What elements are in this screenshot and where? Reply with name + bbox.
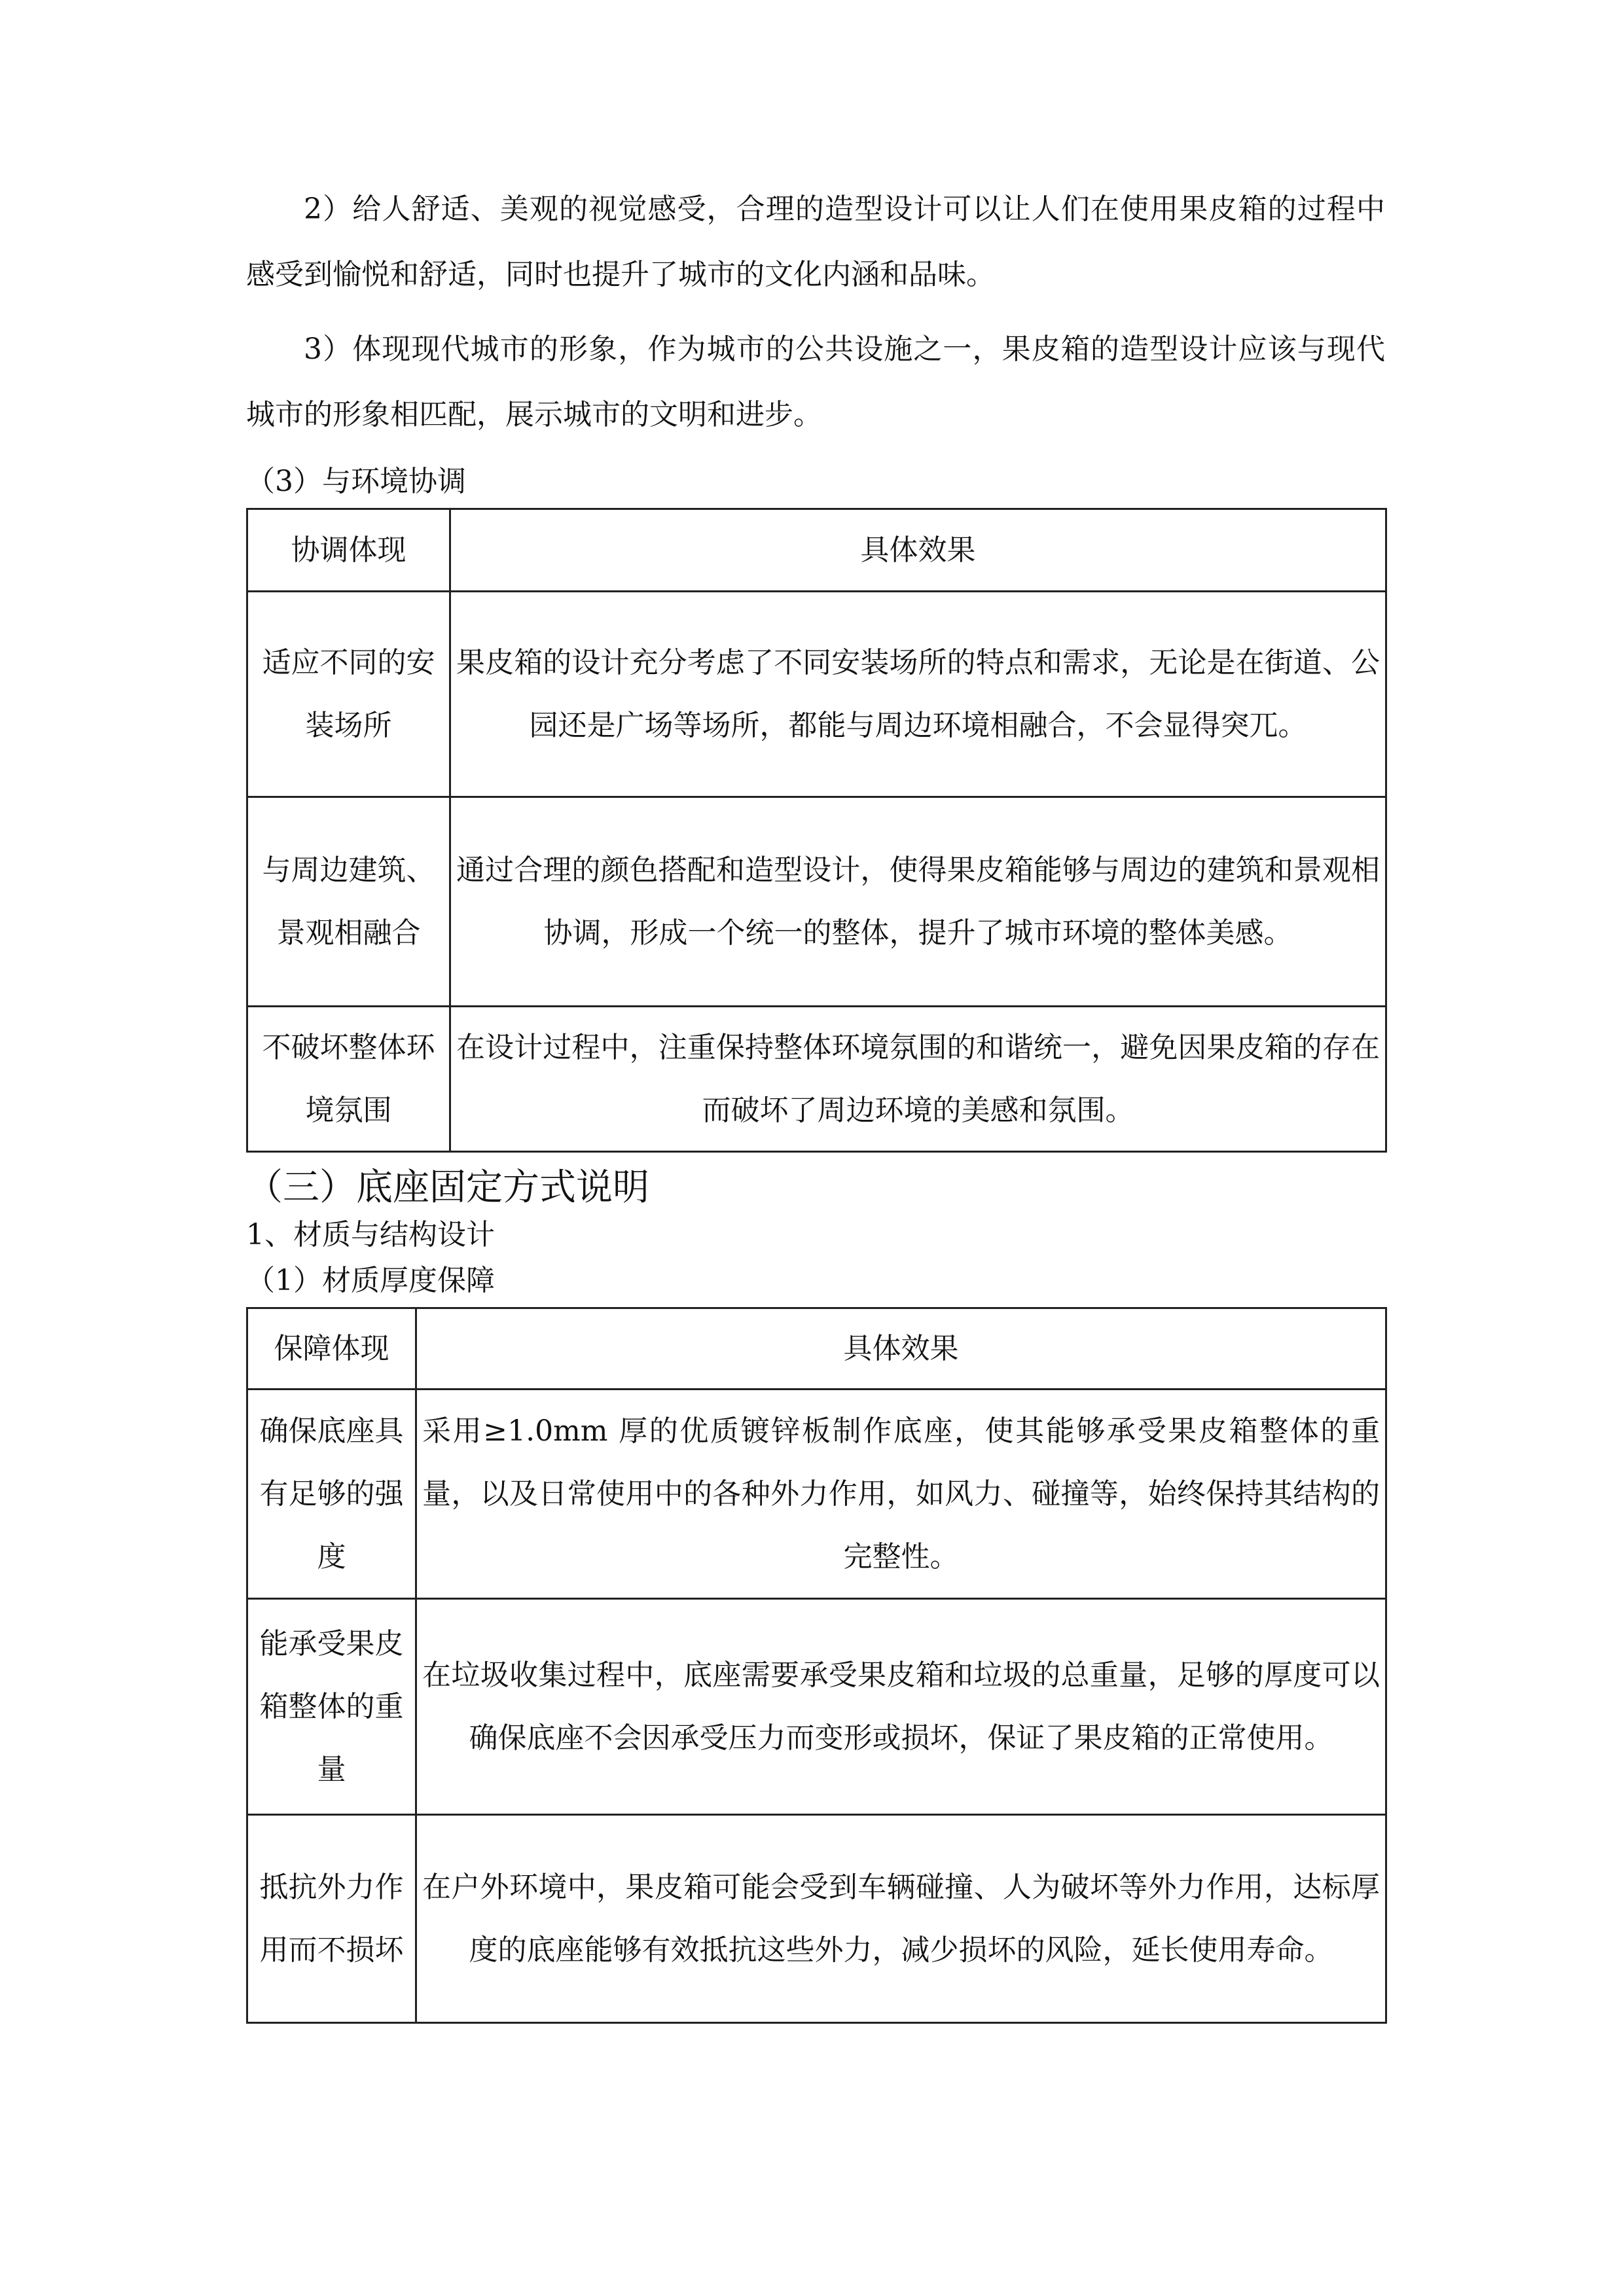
document-page (246, 177, 1385, 2024)
header-cell: 具体效果 (450, 509, 1386, 592)
row-label: 适应不同的安装场所 (247, 592, 450, 797)
row-effect: 在户外环境中，果皮箱可能会受到车辆碰撞、人为破坏等外力作用，达标厚度的底座能够有效抵抗这些外力，减少损坏的风险，延长使用寿命。 (416, 1815, 1386, 2023)
row-label: 与周边建筑、景观相融合 (247, 797, 450, 1007)
environment-table (246, 508, 1387, 1153)
row-effect: 果皮箱的设计充分考虑了不同安装场所的特点和需求，无论是在街道、公园还是广场等场所，都能与周边环境相融合，不会显得突兀。 (450, 592, 1386, 797)
row-effect: 采用≥1.0mm 厚的优质镀锌板制作底座，使其能够承受果皮箱整体的重量，以及日常使用中的各种外力作用，如风力、碰撞等，始终保持其结构的完整性。 (416, 1390, 1386, 1599)
row-label: 不破坏整体环境氛围 (247, 1007, 450, 1152)
row-effect: 在垃圾收集过程中，底座需要承受果皮箱和垃圾的总重量，足够的厚度可以确保底座不会因承受压力而变形或损坏，保证了果皮箱的正常使用。 (416, 1599, 1386, 1815)
heading-thickness: （1）材质厚度保障 (246, 1264, 495, 1297)
section-subtitle: 1、材质与结构设计 (246, 1218, 495, 1251)
table-header-row (247, 509, 1386, 592)
header-cell: 保障体现 (247, 1308, 416, 1390)
heading-environment: （3）与环境协调 (246, 465, 466, 498)
paragraph-visual-feeling: 2）给人舒适、美观的视觉感受，合理的造型设计可以让人们在使用果皮箱的过程中感受到愉悦和舒适，同时也提升了城市的文化内涵和品味。 (246, 192, 1385, 291)
header-cell: 协调体现 (247, 509, 450, 592)
row-effect: 在设计过程中，注重保持整体环境氛围的和谐统一，避免因果皮箱的存在而破坏了周边环境的美感和氛围。 (450, 1007, 1386, 1152)
row-effect: 通过合理的颜色搭配和造型设计，使得果皮箱能够与周边的建筑和景观相协调，形成一个统一的整体，提升了城市环境的整体美感。 (450, 797, 1386, 1007)
table-row (247, 1007, 1386, 1152)
table-row (247, 592, 1386, 797)
table-row (247, 1390, 1386, 1599)
table-row (247, 1815, 1386, 2023)
paragraph-city-image: 3）体现现代城市的形象，作为城市的公共设施之一，果皮箱的造型设计应该与现代城市的形象相匹配，展示城市的文明和进步。 (246, 332, 1385, 431)
thickness-table (246, 1307, 1387, 2024)
row-label: 能承受果皮箱整体的重量 (247, 1599, 416, 1815)
table-header-row (247, 1308, 1386, 1390)
header-cell: 具体效果 (416, 1308, 1386, 1390)
table-row (247, 797, 1386, 1007)
table-row (247, 1599, 1386, 1815)
row-label: 确保底座具有足够的强度 (247, 1390, 416, 1599)
section-title: （三）底座固定方式说明 (246, 1166, 649, 1209)
row-label: 抵抗外力作用而不损坏 (247, 1815, 416, 2023)
